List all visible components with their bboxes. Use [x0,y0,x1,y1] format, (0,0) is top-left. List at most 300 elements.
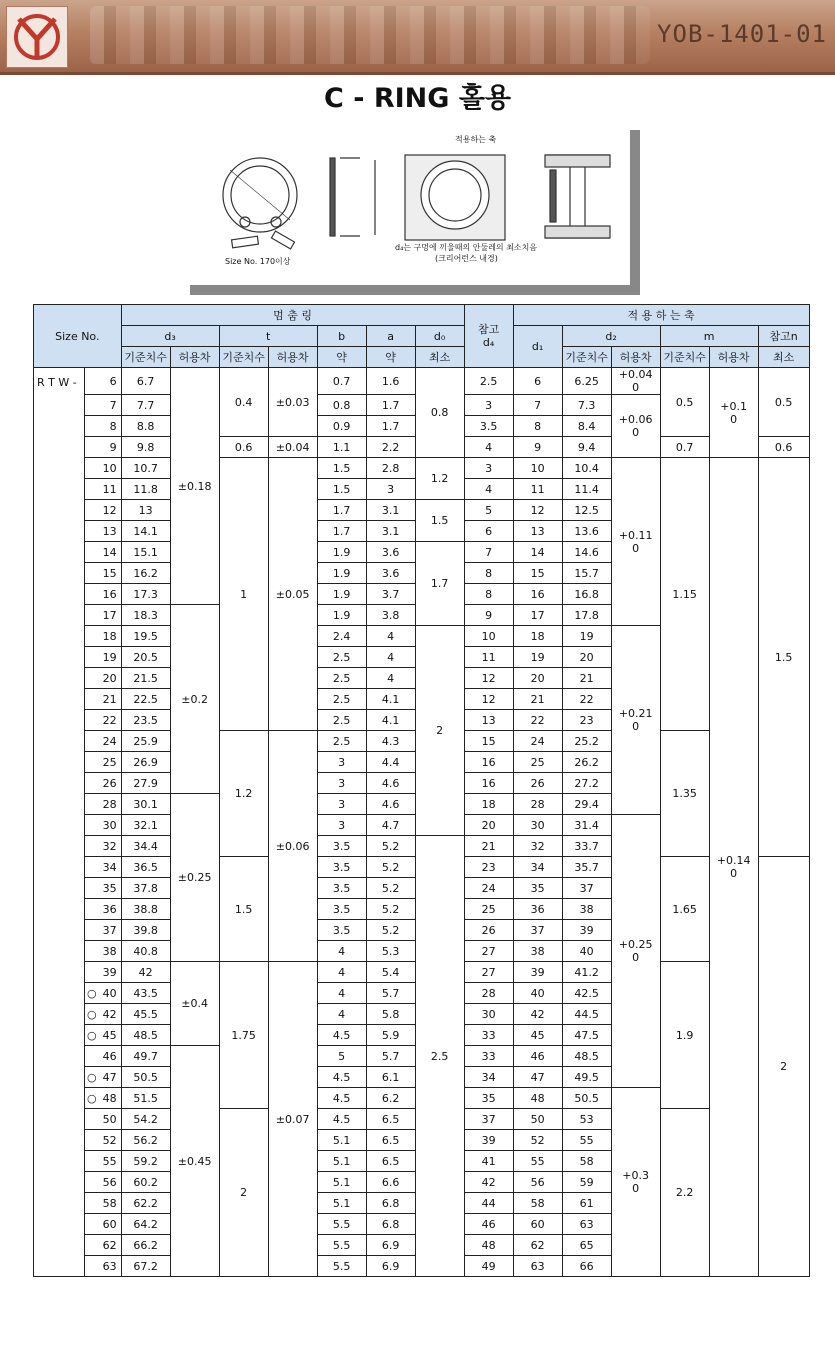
a-cell: 6.5 [366,1130,415,1151]
a-cell: 6.8 [366,1214,415,1235]
d1-cell: 52 [513,1130,562,1151]
header-row-1 [34,305,810,326]
b-cell: 3.5 [317,857,366,878]
d3-std-cell: 11.8 [121,479,170,500]
size-no-value: 50 [102,1112,117,1126]
d2-std-cell: 50.5 [562,1088,611,1109]
a-cell: 1.6 [366,368,415,395]
b-cell: 0.8 [317,395,366,416]
d4-cell: 27 [464,941,513,962]
d2-std-cell: 26.2 [562,752,611,773]
d1-cell: 25 [513,752,562,773]
d3-std-cell: 37.8 [121,878,170,899]
d2-std-cell: 25.2 [562,731,611,752]
d1-cell: 19 [513,647,562,668]
b-header: b [317,326,366,347]
d1-cell: 8 [513,416,562,437]
document-code: YOB-1401-01 [657,20,827,48]
a-header: a [366,326,415,347]
d3-std-cell: 38.8 [121,899,170,920]
size-no-cell [85,1025,122,1046]
d2-std-cell: 13.6 [562,521,611,542]
size-no-cell [85,1235,122,1256]
a-cell: 5.2 [366,857,415,878]
d3-tol-header: 허용차 [170,347,219,368]
size-no-value: 24 [102,734,117,748]
d2-std-cell: 8.4 [562,416,611,437]
b-cell: 1.1 [317,437,366,458]
size-no-cell [85,752,122,773]
d4-cell: 33 [464,1025,513,1046]
size-no-cell [85,626,122,647]
d2-std-cell: 9.4 [562,437,611,458]
t-tol-cell: ±0.05 [268,458,317,731]
b-cell: 4.5 [317,1067,366,1088]
size-no-cell [85,458,122,479]
d3-std-cell: 36.5 [121,857,170,878]
d2-std-cell: 33.7 [562,836,611,857]
d1-cell: 7 [513,395,562,416]
d4-cell: 3.5 [464,416,513,437]
a-cell: 3.6 [366,542,415,563]
header-row-2 [34,326,810,347]
d3-std-cell: 27.9 [121,773,170,794]
d1-cell: 36 [513,899,562,920]
m-tol-cell: +0.1 0 [709,368,758,458]
size-no-cell [85,647,122,668]
b-cell: 1.9 [317,584,366,605]
d1-cell: 14 [513,542,562,563]
d4-cell: 24 [464,878,513,899]
d1-cell: 24 [513,731,562,752]
d4-cell: 3 [464,458,513,479]
page-title: C - RING 홀용 [324,83,511,114]
a-cell: 6.6 [366,1172,415,1193]
size-no-cell [85,563,122,584]
d2-std-cell: 55 [562,1130,611,1151]
d3-std-cell: 40.8 [121,941,170,962]
d3-std-cell: 43.5 [121,983,170,1004]
size-no-value: 9 [109,440,117,454]
d2-std-header: 기준치수 [562,347,611,368]
d1-cell: 28 [513,794,562,815]
d4-cell: 5 [464,500,513,521]
d3-std-cell: 60.2 [121,1172,170,1193]
circle-mark-icon: ○ [87,1007,97,1021]
a-cell: 5.3 [366,941,415,962]
b-cell: 3.5 [317,836,366,857]
d3-std-cell: 14.1 [121,521,170,542]
m-tol-cell: +0.14 0 [709,458,758,1277]
d2-std-cell: 6.25 [562,368,611,395]
d1-cell: 10 [513,458,562,479]
d4-cell: 35 [464,1088,513,1109]
size-no-value: 55 [102,1154,117,1168]
a-cell: 5.2 [366,836,415,857]
b-cell: 4 [317,983,366,1004]
b-cell: 5.5 [317,1214,366,1235]
size-no-value: 8 [109,419,117,433]
d1-cell: 56 [513,1172,562,1193]
b-cell: 4 [317,962,366,983]
d4-cell: 37 [464,1109,513,1130]
b-cell: 4.5 [317,1088,366,1109]
size-no-cell [85,1109,122,1130]
n-min-cell: 1.5 [758,458,809,857]
spec-table [33,304,810,1277]
d2-std-cell: 27.2 [562,773,611,794]
d1-cell: 38 [513,941,562,962]
d3-std-cell: 39.8 [121,920,170,941]
size-no-value: 15 [102,566,117,580]
m-std-cell: 1.65 [660,857,709,962]
size-note: Size No. 170이상 [225,257,291,266]
size-no-value: 10 [102,461,117,475]
d3-std-header: 기준치수 [121,347,170,368]
m-std-cell: 1.15 [660,458,709,731]
d0-cell: 0.8 [415,368,464,458]
b-cell: 4 [317,1004,366,1025]
a-cell: 5.9 [366,1025,415,1046]
d4-cell: 8 [464,584,513,605]
d3-std-cell: 45.5 [121,1004,170,1025]
d3-std-cell: 48.5 [121,1025,170,1046]
a-cell: 4.4 [366,752,415,773]
size-no-cell [85,1067,122,1088]
a-cell: 5.7 [366,983,415,1004]
size-no-value: 56 [102,1175,117,1189]
circle-mark-icon: ○ [87,986,97,1000]
b-cell: 1.9 [317,605,366,626]
a-cell: 5.8 [366,1004,415,1025]
d2-std-cell: 47.5 [562,1025,611,1046]
size-no-header: Size No. [34,305,122,368]
a-cell: 6.9 [366,1235,415,1256]
d4-cell: 21 [464,836,513,857]
d1-cell: 12 [513,500,562,521]
a-cell: 3.6 [366,563,415,584]
d2-std-cell: 37 [562,878,611,899]
d2-std-cell: 59 [562,1172,611,1193]
table-row [34,458,810,479]
t-tol-cell: ±0.06 [268,731,317,962]
d3-std-cell: 66.2 [121,1235,170,1256]
d2-tol-cell: +0.3 0 [611,1088,660,1277]
b-cell: 5.1 [317,1130,366,1151]
size-no-cell [85,941,122,962]
size-no-value: 39 [102,965,117,979]
d4-cell: 28 [464,983,513,1004]
d2-std-cell: 61 [562,1193,611,1214]
d1-cell: 55 [513,1151,562,1172]
b-cell: 5.5 [317,1235,366,1256]
company-logo [6,6,68,68]
d0-cell: 2.5 [415,836,464,1277]
b-cell: 4.5 [317,1109,366,1130]
d3-tol-cell: ±0.25 [170,794,219,962]
circle-mark-icon: ○ [87,1070,97,1084]
size-no-cell [85,1172,122,1193]
size-no-cell [85,878,122,899]
d3-std-cell: 15.1 [121,542,170,563]
d4-cell: 20 [464,815,513,836]
t-std-cell: 1.75 [219,962,268,1109]
n-min-cell: 2 [758,857,809,1277]
d3-std-cell: 6.7 [121,368,170,395]
a-cell: 4.6 [366,773,415,794]
size-no-value: 13 [102,524,117,538]
size-no-value: 34 [102,860,117,874]
t-std-cell: 1 [219,458,268,731]
size-no-value: 40 [102,986,117,1000]
size-no-value: 63 [102,1259,117,1273]
size-no-cell [85,1256,122,1277]
d2-std-cell: 31.4 [562,815,611,836]
d2-std-cell: 15.7 [562,563,611,584]
b-cell: 1.7 [317,500,366,521]
a-cell: 6.1 [366,1067,415,1088]
circle-mark-icon: ○ [87,1028,97,1042]
d2-std-cell: 63 [562,1214,611,1235]
d4-cell: 3 [464,395,513,416]
d2-tol-cell: +0.04 0 [611,368,660,395]
d4-cell: 27 [464,962,513,983]
size-no-value: 35 [102,881,117,895]
size-no-value: 16 [102,587,117,601]
size-no-value: 46 [102,1049,117,1063]
m-std-cell: 1.9 [660,962,709,1109]
t-tol-cell: ±0.07 [268,962,317,1277]
d1-cell: 34 [513,857,562,878]
d2-std-cell: 38 [562,899,611,920]
n-min-cell: 0.5 [758,368,809,437]
size-no-value: 38 [102,944,117,958]
a-cell: 3.8 [366,605,415,626]
d1-cell: 62 [513,1235,562,1256]
d2-std-cell: 11.4 [562,479,611,500]
a-cell: 5.2 [366,920,415,941]
size-no-value: 47 [102,1070,117,1084]
d1-cell: 26 [513,773,562,794]
a-cell: 1.7 [366,395,415,416]
d4-cell: 26 [464,920,513,941]
size-no-cell [85,689,122,710]
d2-std-cell: 17.8 [562,605,611,626]
shaft-header: 적 용 하 는 축 [513,305,809,326]
a-cell: 3 [366,479,415,500]
d3-std-cell: 23.5 [121,710,170,731]
d3-std-cell: 54.2 [121,1109,170,1130]
size-no-value: 32 [102,839,117,853]
size-no-cell [85,962,122,983]
a-cell: 4.7 [366,815,415,836]
b-cell: 1.9 [317,542,366,563]
d3-std-cell: 7.7 [121,395,170,416]
a-cell: 4 [366,626,415,647]
d0-cell: 1.5 [415,500,464,542]
a-cell: 4 [366,647,415,668]
size-no-value: 18 [102,629,117,643]
d1-cell: 30 [513,815,562,836]
d1-header: d₁ [513,326,562,368]
a-cell: 5.4 [366,962,415,983]
d1-cell: 32 [513,836,562,857]
size-no-cell [85,857,122,878]
m-tol-header: 허용차 [709,347,758,368]
size-no-value: 7 [109,398,117,412]
d4-cell: 44 [464,1193,513,1214]
d4-cell: 15 [464,731,513,752]
d2-std-cell: 40 [562,941,611,962]
d4-cell: 16 [464,752,513,773]
m-std-cell: 2.2 [660,1109,709,1277]
size-no-cell [85,668,122,689]
n-header: 참고n [758,326,809,347]
d4-cell: 34 [464,1067,513,1088]
table-row [34,368,810,395]
d3-std-cell: 20.5 [121,647,170,668]
a-cell: 4.1 [366,689,415,710]
b-cell: 1.9 [317,563,366,584]
d2-std-cell: 44.5 [562,1004,611,1025]
d4-cell: 18 [464,794,513,815]
size-no-cell [85,1088,122,1109]
d2-std-cell: 58 [562,1151,611,1172]
d2-std-cell: 66 [562,1256,611,1277]
d1-cell: 40 [513,983,562,1004]
b-cell: 5 [317,1046,366,1067]
a-cell: 4.1 [366,710,415,731]
d4-cell: 10 [464,626,513,647]
d4-cell: 2.5 [464,368,513,395]
size-no-cell [85,920,122,941]
d3-std-cell: 25.9 [121,731,170,752]
b-cell: 5.5 [317,1256,366,1277]
d1-cell: 15 [513,563,562,584]
size-no-cell [85,836,122,857]
d4-cell: 8 [464,563,513,584]
size-no-value: 45 [102,1028,117,1042]
d1-cell: 35 [513,878,562,899]
size-no-cell [85,794,122,815]
d1-cell: 17 [513,605,562,626]
d3-tol-cell: ±0.45 [170,1046,219,1277]
d4-cell: 23 [464,857,513,878]
d4-cell: 4 [464,479,513,500]
d3-std-cell: 18.3 [121,605,170,626]
m-std-header: 기준치수 [660,347,709,368]
d1-cell: 50 [513,1109,562,1130]
d3-std-cell: 22.5 [121,689,170,710]
b-cell: 4 [317,941,366,962]
d2-std-cell: 16.8 [562,584,611,605]
n-min-header: 최소 [758,347,809,368]
t-header: t [219,326,317,347]
d2-std-cell: 14.6 [562,542,611,563]
b-cell: 2.5 [317,647,366,668]
d3-std-cell: 8.8 [121,416,170,437]
size-no-cell [85,710,122,731]
d4-cell: 25 [464,899,513,920]
d3-std-cell: 62.2 [121,1193,170,1214]
d3-std-cell: 34.4 [121,836,170,857]
size-no-cell [85,395,122,416]
d1-cell: 48 [513,1088,562,1109]
d4-cell: 30 [464,1004,513,1025]
d3-std-cell: 30.1 [121,794,170,815]
size-no-cell [85,731,122,752]
d3-std-cell: 21.5 [121,668,170,689]
size-no-value: 36 [102,902,117,916]
d3-std-cell: 49.7 [121,1046,170,1067]
a-cell: 6.5 [366,1109,415,1130]
d4-cell: 12 [464,668,513,689]
size-no-value: 30 [102,818,117,832]
t-std-cell: 0.4 [219,368,268,437]
d3-std-cell: 64.2 [121,1214,170,1235]
size-no-value: 37 [102,923,117,937]
d3-std-cell: 51.5 [121,1088,170,1109]
b-cell: 3.5 [317,878,366,899]
d3-std-cell: 56.2 [121,1130,170,1151]
size-no-value: 25 [102,755,117,769]
d3-std-cell: 26.9 [121,752,170,773]
d0-min-header: 최소 [415,347,464,368]
b-cell: 5.1 [317,1193,366,1214]
note-line-1: d₄는 구멍에 끼울때의 안둘레의 최소치음 [395,243,538,252]
d0-cell: 2 [415,626,464,836]
size-no-value: 21 [102,692,117,706]
size-no-value: 48 [102,1091,117,1105]
a-cell: 4.6 [366,794,415,815]
d1-cell: 11 [513,479,562,500]
d4-cell: 13 [464,710,513,731]
d3-std-cell: 16.2 [121,563,170,584]
size-no-value: 62 [102,1238,117,1252]
size-no-value: 6 [109,374,117,388]
t-std-cell: 1.5 [219,857,268,962]
t-std-header: 기준치수 [219,347,268,368]
d1-cell: 58 [513,1193,562,1214]
d1-cell: 16 [513,584,562,605]
d4-cell: 16 [464,773,513,794]
d3-std-cell: 19.5 [121,626,170,647]
d2-std-cell: 53 [562,1109,611,1130]
d1-cell: 47 [513,1067,562,1088]
size-no-cell [85,584,122,605]
ref-label: 참고 [477,323,500,336]
note-line-2: (크리어런스 내경) [435,254,498,263]
retaining-ring-header: 멈 춤 링 [121,305,464,326]
size-no-value: 20 [102,671,117,685]
b-cell: 3 [317,794,366,815]
size-no-value: 42 [102,1007,117,1021]
series-prefix: R T W - [34,368,85,1277]
m-std-cell: 0.5 [660,368,709,437]
size-no-value: 11 [102,482,117,496]
size-no-cell [85,899,122,920]
size-no-value: 19 [102,650,117,664]
d2-std-cell: 65 [562,1235,611,1256]
d2-tol-cell: +0.06 0 [611,395,660,458]
a-cell: 6.9 [366,1256,415,1277]
d2-std-cell: 23 [562,710,611,731]
d1-cell: 63 [513,1256,562,1277]
d3-header: d₃ [121,326,219,347]
size-no-cell [85,605,122,626]
size-no-value: 52 [102,1133,117,1147]
d2-std-cell: 20 [562,647,611,668]
